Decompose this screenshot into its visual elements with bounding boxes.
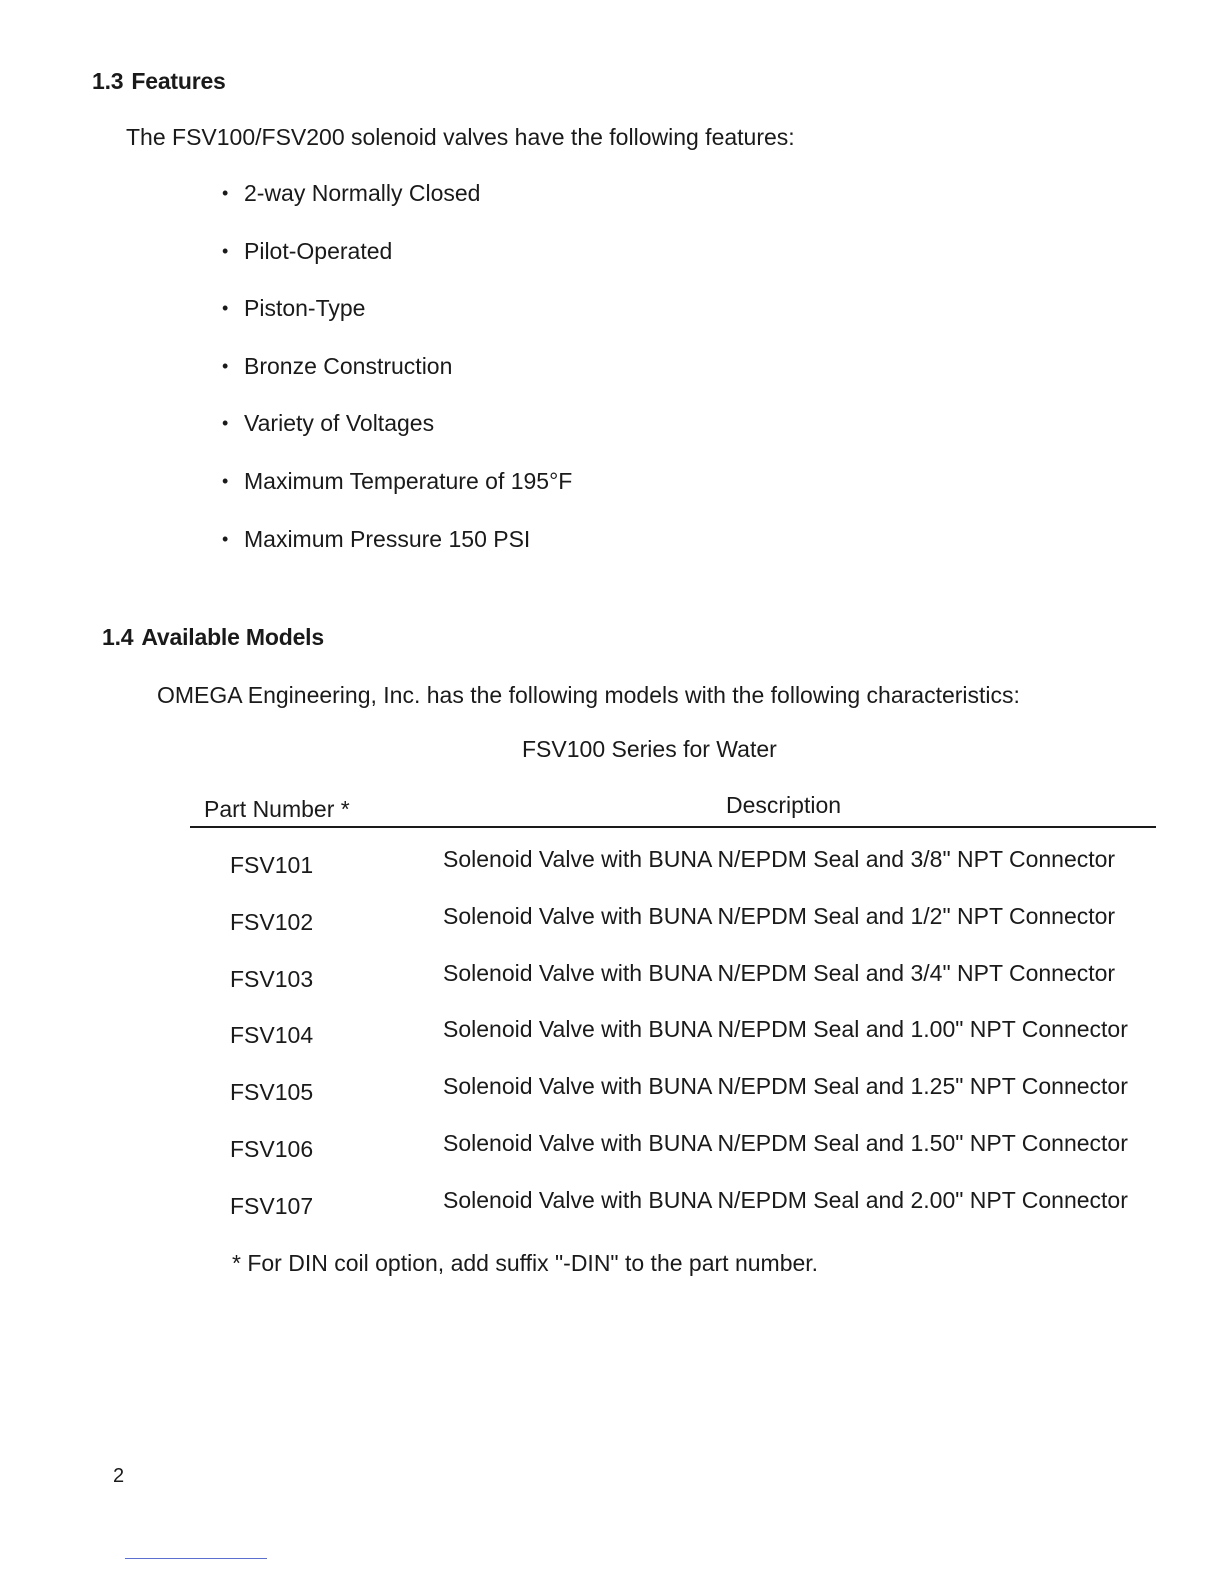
table-row xyxy=(190,1187,1156,1244)
list-item-text: Piston-Type xyxy=(244,295,366,322)
list-item xyxy=(222,293,572,351)
list-item xyxy=(222,524,572,582)
bullet-icon: • xyxy=(222,470,229,491)
models-intro: OMEGA Engineering, Inc. has the following models with the following characteristics: xyxy=(157,682,1020,708)
section-heading-features xyxy=(92,68,226,95)
description-cell: Solenoid Valve with BUNA N/EPDM Seal and 1.00" NPT Connector xyxy=(443,1016,1128,1043)
description-cell: Solenoid Valve with BUNA N/EPDM Seal and 2.00" NPT Connector xyxy=(443,1186,1128,1213)
list-item xyxy=(222,466,572,524)
column-header-part-number: Part Number * xyxy=(204,796,350,822)
column-header-description: Description xyxy=(726,792,842,818)
list-item-text: 2-way Normally Closed xyxy=(244,180,481,206)
bullet-icon: • xyxy=(222,413,229,434)
description-cell: Solenoid Valve with BUNA N/EPDM Seal and 1.25" NPT Connector xyxy=(443,1073,1128,1100)
list-item-text: Pilot-Operated xyxy=(244,237,393,264)
part-number-cell: FSV104 xyxy=(230,1022,314,1049)
part-number-cell: FSV103 xyxy=(230,965,314,992)
section-title: Available Models xyxy=(141,624,324,650)
part-number-cell: FSV105 xyxy=(230,1079,314,1106)
bullet-icon: • xyxy=(222,240,229,261)
list-item-text: Maximum Temperature of 195°F xyxy=(244,467,573,494)
list-item-text: Bronze Construction xyxy=(244,352,453,379)
bullet-icon: • xyxy=(222,298,229,319)
table-row xyxy=(190,1016,1156,1073)
section-number: 1.3 xyxy=(92,68,124,94)
table-row xyxy=(190,1130,1156,1187)
description-cell: Solenoid Valve with BUNA N/EPDM Seal and 3/8" NPT Connector xyxy=(443,846,1116,872)
description-cell: Solenoid Valve with BUNA N/EPDM Seal and 1.50" NPT Connector xyxy=(443,1129,1128,1156)
features-list xyxy=(222,178,572,581)
part-number-cell: FSV101 xyxy=(230,852,314,878)
section-heading-models xyxy=(102,624,324,651)
models-table xyxy=(190,792,1156,1244)
table-caption: FSV100 Series for Water xyxy=(522,736,777,762)
list-item xyxy=(222,408,572,466)
table-row xyxy=(190,1073,1156,1130)
section-title: Features xyxy=(131,68,226,94)
bullet-icon: • xyxy=(222,355,229,376)
table-row xyxy=(190,846,1156,903)
table-footnote: * For DIN coil option, add suffix "-DIN" to the part number. xyxy=(232,1250,819,1276)
table-row xyxy=(190,960,1156,1017)
table-header xyxy=(190,792,1156,828)
footer-divider xyxy=(125,1558,267,1559)
table-row xyxy=(190,903,1156,960)
page-number: 2 xyxy=(113,1465,125,1487)
part-number-cell: FSV106 xyxy=(230,1135,314,1162)
table-body xyxy=(190,846,1156,1244)
list-item xyxy=(222,236,572,294)
features-intro: The FSV100/FSV200 solenoid valves have the following features: xyxy=(126,124,795,150)
list-item xyxy=(222,351,572,409)
part-number-cell: FSV107 xyxy=(230,1192,314,1219)
part-number-cell: FSV102 xyxy=(230,908,314,935)
list-item-text: Maximum Pressure 150 PSI xyxy=(244,525,531,552)
section-number: 1.4 xyxy=(102,624,134,650)
description-cell: Solenoid Valve with BUNA N/EPDM Seal and 1/2" NPT Connector xyxy=(443,902,1116,929)
list-item-text: Variety of Voltages xyxy=(244,410,435,437)
bullet-icon: • xyxy=(222,183,229,203)
description-cell: Solenoid Valve with BUNA N/EPDM Seal and 3/4" NPT Connector xyxy=(443,959,1116,986)
list-item xyxy=(222,178,572,236)
bullet-icon: • xyxy=(222,528,229,549)
